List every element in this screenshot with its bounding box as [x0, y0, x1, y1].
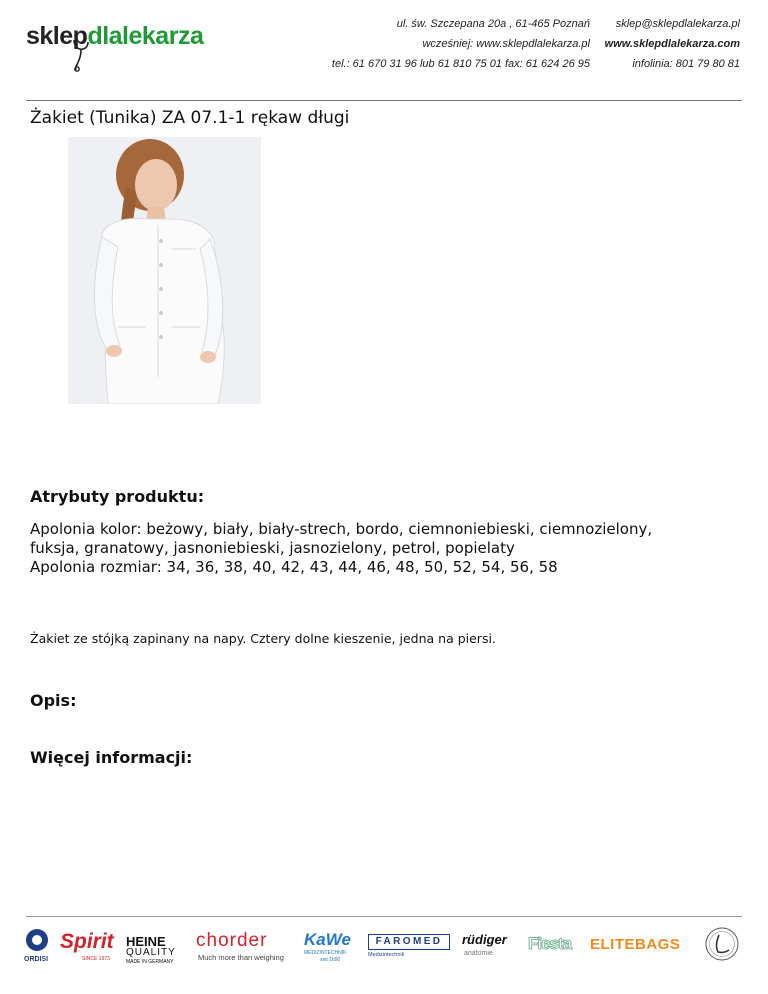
heine-quality-text: QUALITY — [126, 947, 176, 958]
heine-made-text: MADE IN GERMANY — [126, 959, 174, 965]
attributes-heading: Atrybuty produktu: — [30, 487, 205, 506]
hotline-number: infolinia: 801 79 80 81 — [632, 58, 740, 70]
elitebags-logo — [590, 926, 694, 970]
attribute-line: fuksja, granatowy, jasnoniebieski, jasnozielony, petrol, popielaty — [30, 539, 515, 557]
address-line-3: tel.: 61 670 31 96 lub 61 810 75 01 fax: 61 624 26 95 — [331, 58, 590, 70]
description-heading: Opis: — [30, 691, 77, 710]
logo-part-1: sklep — [26, 22, 88, 50]
rudiger-subtext: anatomie — [464, 950, 493, 957]
shop-address — [332, 14, 590, 74]
short-description: Żakiet ze stójką zapinany na napy. Cztery dolne kieszenie, jedna na piersi. — [30, 631, 496, 646]
page-header — [0, 0, 768, 88]
kawe-subtext-2: seit 1890 — [320, 957, 341, 963]
chorder-logo — [196, 926, 292, 970]
heine-text: HEINE — [126, 934, 166, 949]
kawe-subtext-1: MEDIZINTECHNIK — [304, 950, 347, 956]
ordisi-mark-icon — [24, 926, 50, 954]
brand-logos-footer — [24, 926, 744, 970]
attribute-line: Apolonia rozmiar: 34, 36, 38, 40, 42, 43, 44, 46, 48, 50, 52, 54, 56, 58 — [30, 558, 558, 576]
product-title: Żakiet (Tunika) ZA 07.1-1 rękaw długi — [30, 108, 350, 128]
shop-logo[interactable] — [26, 18, 216, 68]
footer-divider — [26, 916, 742, 917]
rudiger-text: rüdiger — [462, 932, 507, 947]
website-link[interactable]: www.sklepdlalekarza.com — [604, 38, 740, 50]
chorder-subtext: Much more than weighing — [198, 953, 284, 962]
kawe-text: KaWe — [304, 930, 351, 949]
fiesta-logo — [528, 926, 578, 970]
elitebags-text: ELITEBAGS — [590, 936, 681, 953]
address-line-1: ul. św. Szczepana 20a , 61-465 Poznań — [396, 18, 590, 30]
logo-part-2: dlalekarza — [87, 22, 204, 50]
product-attributes — [30, 520, 730, 577]
product-photo — [68, 137, 261, 404]
model-in-white-jacket-image — [68, 137, 261, 404]
more-info-heading: Więcej informacji: — [30, 748, 193, 767]
rudiger-logo — [462, 926, 516, 970]
ordisi-logo — [24, 926, 54, 970]
stethoscope-icon — [70, 38, 100, 72]
faromed-subtext: Medizintechnik — [368, 952, 405, 958]
header-divider — [26, 100, 742, 101]
address-line-2: wcześniej: www.sklepdlalekarza.pl — [422, 38, 590, 50]
shop-contact — [605, 14, 740, 74]
heine-logo — [126, 926, 190, 970]
kawe-logo — [304, 926, 360, 970]
fiesta-text: Fiesta — [528, 934, 572, 953]
spirit-text: Spirit — [60, 930, 114, 953]
faromed-logo — [368, 926, 450, 970]
chorder-text: chorder — [196, 930, 268, 951]
ordisi-text: ORDISI — [24, 956, 49, 963]
email-link[interactable]: sklep@sklepdlalekarza.pl — [615, 18, 740, 30]
spirit-subtext: SINCE 1973 — [82, 956, 110, 962]
monogram-seal-icon — [704, 926, 740, 962]
attribute-line: Apolonia kolor: beżowy, biały, biały-strech, bordo, ciemnoniebieski, ciemnozielony, — [30, 520, 653, 538]
faromed-text: FAROMED — [368, 934, 450, 950]
seal-logo — [704, 926, 744, 970]
spirit-logo — [60, 926, 120, 970]
